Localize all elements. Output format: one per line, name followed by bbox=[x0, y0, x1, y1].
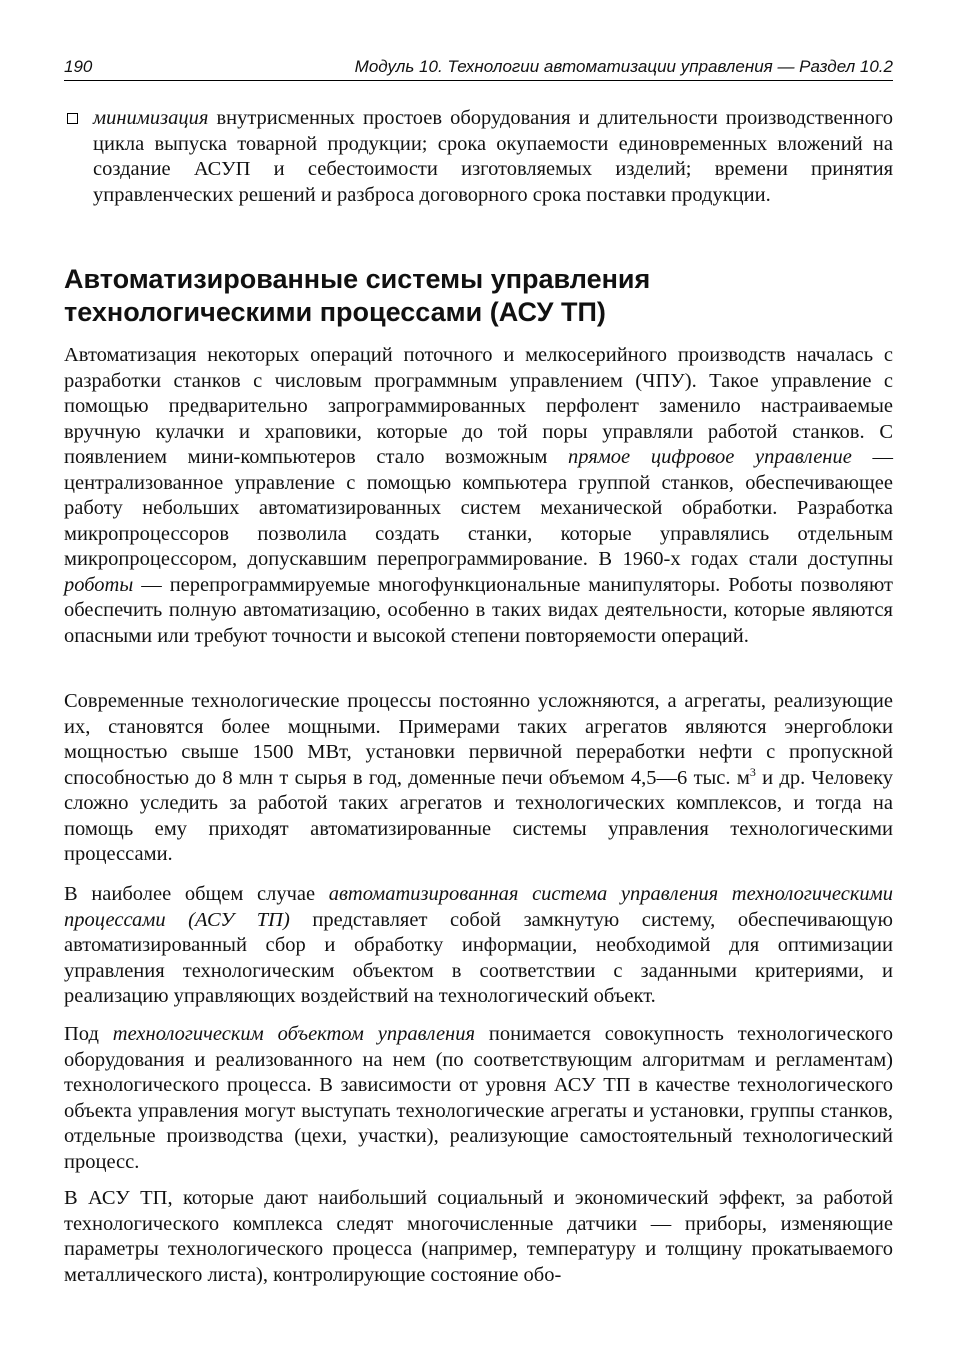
paragraph-text: и др. Человеку сложно уследить за работой таких агрегатов и технологических комплексов, и тогда на помощь ему приходят автоматизированные системы управления технологическими процессами. bbox=[64, 766, 893, 865]
paragraph-5 bbox=[64, 1186, 893, 1288]
paragraph-1 bbox=[64, 343, 893, 649]
term-control-object: технологическим объектом управления bbox=[112, 1023, 475, 1045]
paragraph-text: понимается совокупность технологического оборудования и реализованного на нем (по соответствующим алгоритмам и регламентам) технологического процесса. В зависимости от уровня АСУ ТП в качестве технологического объекта управления могут выступать технологические агрегаты и установки, группы станков, отдельные производства (цехи, участки), реализующие самостоятельный технологический процесс. bbox=[64, 1023, 893, 1173]
term-asu-tp: автоматизированная система управления технологическими процессами (АСУ ТП) bbox=[64, 883, 893, 931]
paragraph-text: — перепрограммируемые многофункциональные манипуляторы. Роботы позволяют обеспечить полную автоматизацию, особенно в таких видах деятельности, которые являются опасными или требуют точности и высокой степени повторяемости операций. bbox=[64, 573, 893, 647]
bullet-term: минимизация bbox=[93, 107, 209, 129]
paragraph-text: Автоматизация некоторых операций поточного и мелкосерийного производств началась с разработки станков с числовым программным управлением (ЧПУ). Такое управление с помощью предварительно запрограммированных перфолент заменило настраиваемые вручную кулачки и храповики, которые до той поры управляли работой станков. С появлением мини-компьютеров стало возможным bbox=[64, 344, 893, 468]
superscript: 3 bbox=[749, 764, 756, 779]
checkbox-bullet-icon bbox=[67, 113, 78, 124]
bullet-body: внутрисменных простоев оборудования и длительности производственного цикла выпуска товарной продукции; срока окупаемости единовременных вложений на создание АСУП и себестоимости изготовляемых изделий; времени принятия управленческих решений и разброса договорного срока поставки продукции. bbox=[93, 107, 893, 206]
running-header bbox=[64, 56, 893, 81]
term-direct-digital-control: прямое цифровое управление bbox=[567, 446, 852, 468]
running-title: Модуль 10. Технологии автоматизации управления — Раздел 10.2 bbox=[354, 57, 893, 76]
paragraph-4 bbox=[64, 1022, 893, 1175]
paragraph-text: Современные технологические процессы постоянно усложняются, а агрегаты, реализующие их, становятся более мощными. Примерами таких агрегатов являются энергоблоки мощностью свыше 1500 МВт, установки первичной переработки нефти с пропускной способностью до 8 млн т сырья в год, доменные печи объемом 4,5—6 тыс. м bbox=[64, 690, 893, 789]
paragraph-text: В наиболее общем случае bbox=[64, 883, 329, 905]
bullet-item bbox=[64, 106, 893, 208]
page-number: 190 bbox=[64, 57, 93, 76]
bullet-text bbox=[93, 106, 893, 208]
paragraph-text: Под bbox=[64, 1023, 113, 1045]
paragraph-text: представляет собой замкнутую систему, обеспечивающую автоматизированный сбор и обработку информации, необходимой для оптимизации управления технологическим объектом в соответствии с заданными критериями, и реализацию управляющих воздействий на технологический объект. bbox=[64, 908, 893, 1007]
term-robots: роботы bbox=[64, 573, 134, 596]
paragraph-3 bbox=[64, 882, 893, 1010]
paragraph-text: — централизованное управление с помощью компьютера группой станков, обеспечивающее работу небольших автоматизированных систем механической обработки. Разработка микропроцессоров позволила создать станки, которые управлялись отдельным микропроцессором, допускавшим перепрограммирование. В 1960-х годах стали доступны bbox=[64, 446, 893, 570]
section-heading: Автоматизированные системы управления технологическими процессами (АСУ ТП) bbox=[64, 264, 651, 327]
paragraph-text: В АСУ ТП, которые дают наибольший социальный и экономический эффект, за работой технологического комплекса следят многочисленные датчики — приборы, изменяющие параметры технологического процесса (например, температуру и толщину прокатываемого металлического листа), контролирующие состояние обо- bbox=[64, 1187, 893, 1286]
paragraph-2 bbox=[64, 689, 893, 868]
